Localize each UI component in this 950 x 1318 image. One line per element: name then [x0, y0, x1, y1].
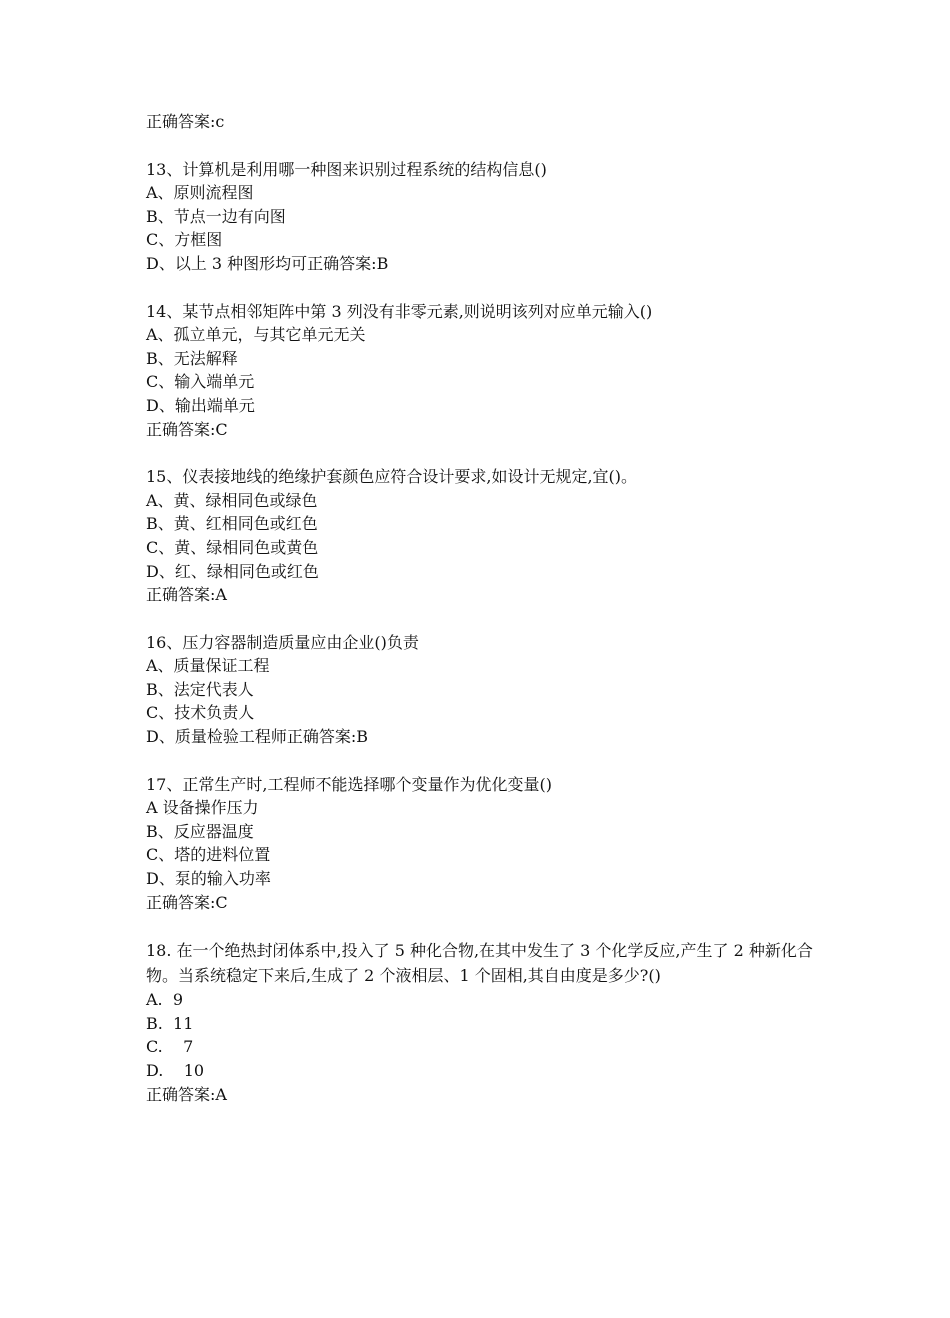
question-13-option-c: C、方框图 [146, 230, 223, 250]
question-15-answer: 正确答案:A [146, 585, 227, 605]
question-16 [146, 631, 816, 749]
question-14-answer: 正确答案:C [146, 419, 228, 439]
question-17-option-c: C、塔的进料位置 [146, 845, 271, 865]
question-14 [146, 300, 816, 442]
question-16-option-d: D、质量检验工程师正确答案:B [146, 727, 368, 747]
question-18-option-a: A. 9 [146, 990, 183, 1010]
question-15-option-d: D、红、绿相同色或红色 [146, 561, 319, 581]
question-13-text: 13、计算机是利用哪一种图来识别过程系统的结构信息() [146, 159, 547, 179]
question-17-option-b: B、反应器温度 [146, 821, 254, 841]
question-17-option-d: D、泵的输入功率 [146, 869, 271, 889]
spacer [146, 607, 816, 631]
question-17-text: 17、正常生产时,工程师不能选择哪个变量作为优化变量() [146, 774, 552, 794]
question-14-text: 14、某节点相邻矩阵中第 3 列没有非零元素,则说明该列对应单元输入() [146, 301, 653, 321]
question-14-option-b: B、无法解释 [146, 348, 238, 368]
question-15-option-b: B、黄、红相同色或红色 [146, 514, 318, 534]
document-content [146, 110, 816, 1106]
question-18 [146, 938, 816, 1106]
question-15 [146, 465, 816, 607]
question-13-option-d: D、以上 3 种图形均可正确答案:B [146, 253, 389, 273]
question-14-option-d: D、输出端单元 [146, 395, 255, 415]
question-18-option-c: C. 7 [146, 1037, 194, 1057]
spacer [146, 914, 816, 938]
question-15-option-c: C、黄、绿相同色或黄色 [146, 537, 319, 557]
question-17-answer: 正确答案:C [146, 892, 228, 912]
question-17-option-a: A 设备操作压力 [146, 798, 259, 818]
question-18-option-b: B. 11 [146, 1013, 194, 1033]
question-16-option-c: C、技术负责人 [146, 703, 255, 723]
question-15-option-a: A、黄、绿相同色或绿色 [146, 490, 318, 510]
question-18-option-d: D. 10 [146, 1061, 205, 1080]
question-18-answer: 正确答案:A [146, 1084, 227, 1104]
question-14-option-a: A、孤立单元，与其它单元无关 [146, 325, 366, 345]
spacer [146, 276, 816, 300]
question-14-option-c: C、输入端单元 [146, 372, 255, 392]
question-13-option-a: A、原则流程图 [146, 183, 254, 203]
spacer [146, 134, 816, 158]
question-16-option-b: B、法定代表人 [146, 679, 254, 699]
spacer [146, 441, 816, 465]
question-13 [146, 158, 816, 276]
question-16-option-a: A、质量保证工程 [146, 656, 270, 676]
question-17 [146, 773, 816, 915]
spacer [146, 749, 816, 773]
question-13-option-b: B、节点一边有向图 [146, 206, 286, 226]
question-18-text: 18. 在一个绝热封闭体系中,投入了 5 种化合物,在其中发生了 3 个化学反应,产生了 2 种新化合物。当系统稳定下来后,生成了 2 个液相层、1 个固相,其自由度是多少?() [146, 941, 813, 986]
answer-12: 正确答案:c [146, 112, 225, 131]
question-16-text: 16、压力容器制造质量应由企业()负责 [146, 632, 419, 652]
question-15-text: 15、仪表接地线的绝缘护套颜色应符合设计要求,如设计无规定,宜()。 [146, 467, 638, 487]
